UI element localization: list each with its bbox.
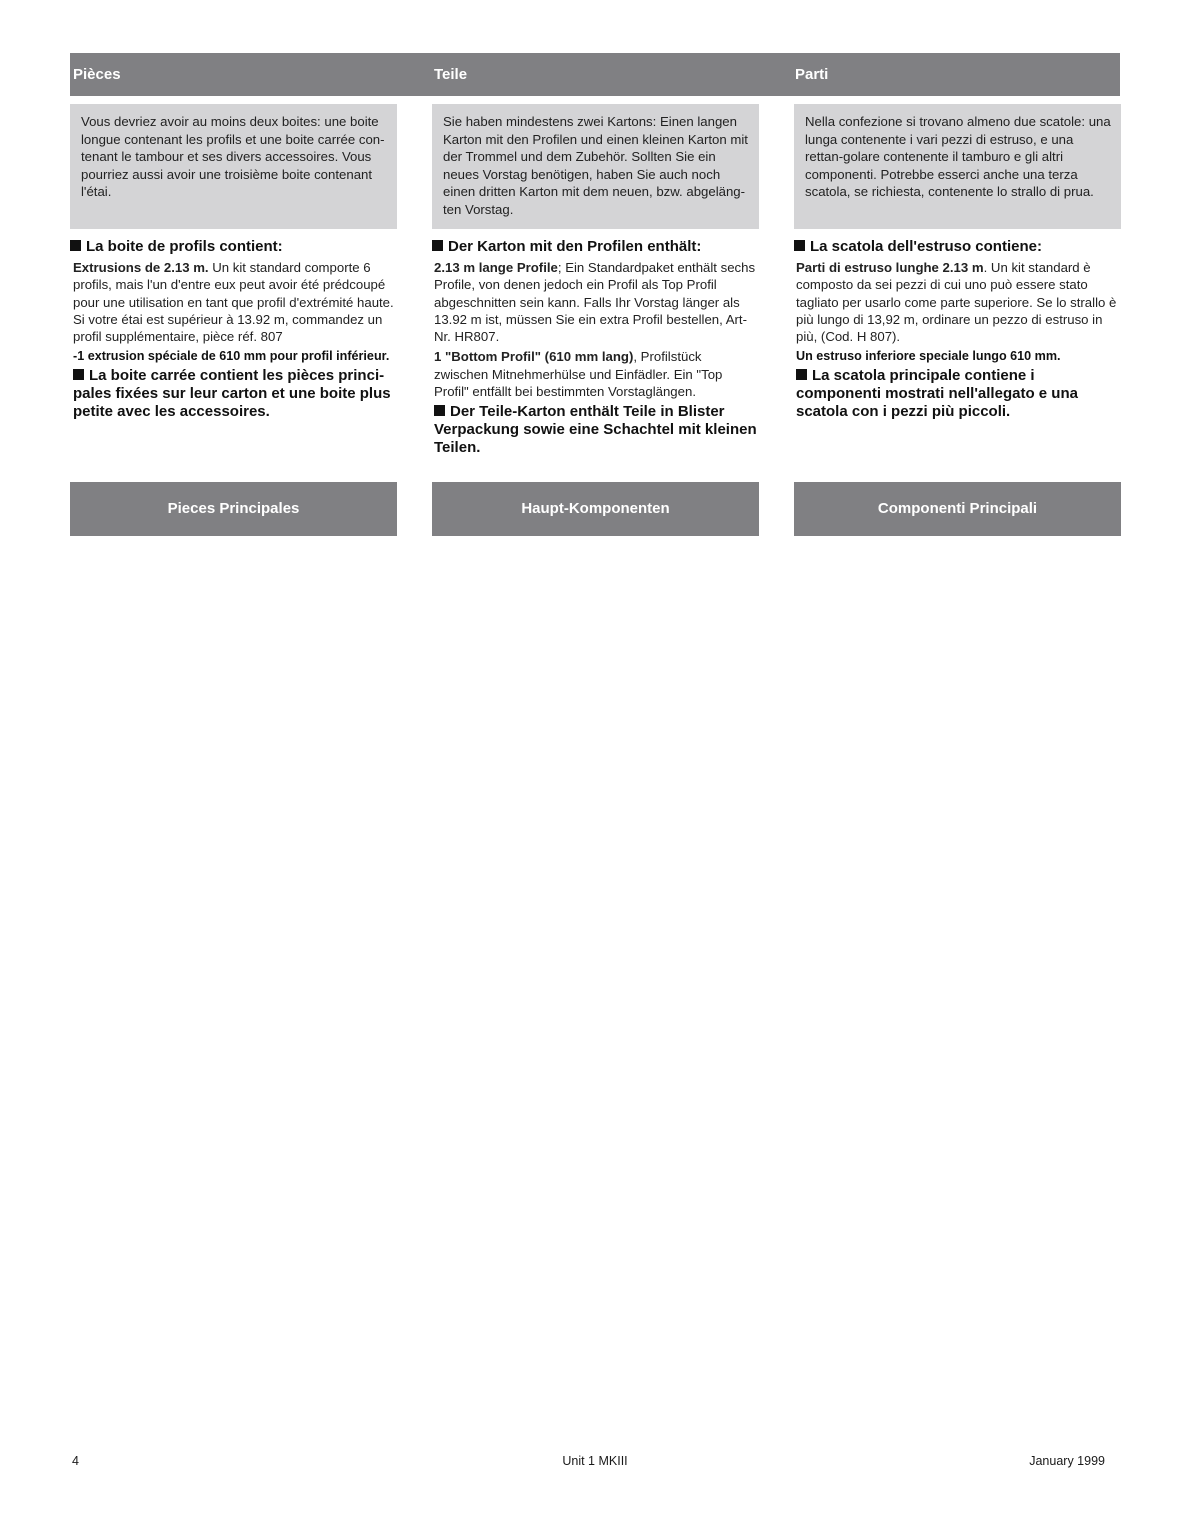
header-title-french: Pièces bbox=[73, 66, 121, 83]
document-title: Unit 1 MKIII bbox=[562, 1454, 628, 1468]
header-bar bbox=[70, 53, 1120, 96]
bullet-square-icon bbox=[796, 369, 807, 380]
bold-line: Un estruso inferiore speciale lungo 610 mm. bbox=[796, 349, 1061, 364]
bold-line: -1 extrusion spéciale de 610 mm pour profil inférieur. bbox=[73, 349, 390, 364]
note-paragraph: La boite carrée contient les pièces princi-pales fixées sur leur carton et une boite plus petite avec les accessoires. bbox=[73, 367, 391, 421]
header-title-italian: Parti bbox=[795, 66, 829, 83]
column-french bbox=[70, 104, 397, 421]
bullet-square-icon bbox=[794, 240, 805, 251]
intro-box: Vous devriez avoir au moins deux boites: une boite longue contenant les profils et une boite carrée con-tenant le tambour et ses divers accessoires. Vous pourriez aussi avoir une troisième boite contenant l'étai. bbox=[70, 104, 397, 229]
section-title: La boite de profils contient: bbox=[70, 238, 397, 256]
note-paragraph: La scatola principale contiene i componenti mostrati nell'allegato e una scatola con i pezzi più piccoli. bbox=[796, 367, 1078, 421]
body-paragraph: Extrusions de 2.13 m. Un kit standard comporte 6 profils, mais l'un d'entre eux peut avoir été prédcoupé pour une utilisation en tant que profil d'extrémité haute. Si votre étai est supérieur à 13.92 m, commandez un profil supplémentaire, pièce réf. 807 bbox=[73, 260, 394, 345]
bullet-square-icon bbox=[73, 369, 84, 380]
body-paragraph: 2.13 m lange Profile; Ein Standardpaket enthält sechs Profile, von denen jedoch ein Profil als Top Profil abgeschnitten sein kann. Falls Ihr Vorstag länger als 13.92 m ist, müssen Sie ein extra Profil bestellen, Art-Nr. HR807. bbox=[434, 260, 756, 345]
pieces-principales-button[interactable]: Pieces Principales bbox=[70, 482, 397, 536]
document-date: January 1999 bbox=[1029, 1454, 1105, 1468]
section-title: Der Karton mit den Profilen enthält: bbox=[432, 238, 759, 256]
haupt-komponenten-button[interactable]: Haupt-Komponenten bbox=[432, 482, 759, 536]
bullet-square-icon bbox=[432, 240, 443, 251]
page-number: 4 bbox=[72, 1454, 79, 1468]
bullet-square-icon bbox=[434, 405, 445, 416]
column-german bbox=[432, 104, 759, 457]
body-paragraph-second: 1 "Bottom Profil" (610 mm lang), Profilstück zwischen Mitnehmerhülse und Einfädler. Ein "Top Profil" entfällt bei bestimmten Vorstaglängen. bbox=[434, 349, 723, 400]
header-title-german: Teile bbox=[434, 66, 468, 83]
intro-box: Nella confezione si trovano almeno due scatole: una lunga contenente i vari pezzi di estruso, e una rettan-golare contenente il tamburo e gli altri componenti. Potrebbe esserci anche una terza scatola, se richiesta, contenente lo strallo di prua. bbox=[794, 104, 1121, 229]
bullet-square-icon bbox=[70, 240, 81, 251]
componenti-principali-button[interactable]: Componenti Principali bbox=[794, 482, 1121, 536]
body-paragraph: Parti di estruso lunghe 2.13 m. Un kit standard è composto da sei pezzi di cui uno può essere stato tagliato per usarlo come parte superiore. Se lo strallo è più lungo di 13,92 m, ordinare un pezzo di estruso in più, (Cod. H 807). bbox=[796, 260, 1117, 345]
intro-box: Sie haben mindestens zwei Kartons: Einen langen Karton mit den Profilen und einen kleinen Karton mit der Trommel und dem Zubehör. Sollten Sie ein neues Vorstag benötigen, haben Sie auch noch einen dritten Karton mit dem neuen, bzw. abgeläng-ten Vorstag. bbox=[432, 104, 759, 229]
column-italian bbox=[794, 104, 1121, 421]
note-paragraph: Der Teile-Karton enthält Teile in Blister Verpackung sowie eine Schachtel mit kleinen Teilen. bbox=[434, 403, 757, 457]
section-title: La scatola dell'estruso contiene: bbox=[794, 238, 1121, 256]
